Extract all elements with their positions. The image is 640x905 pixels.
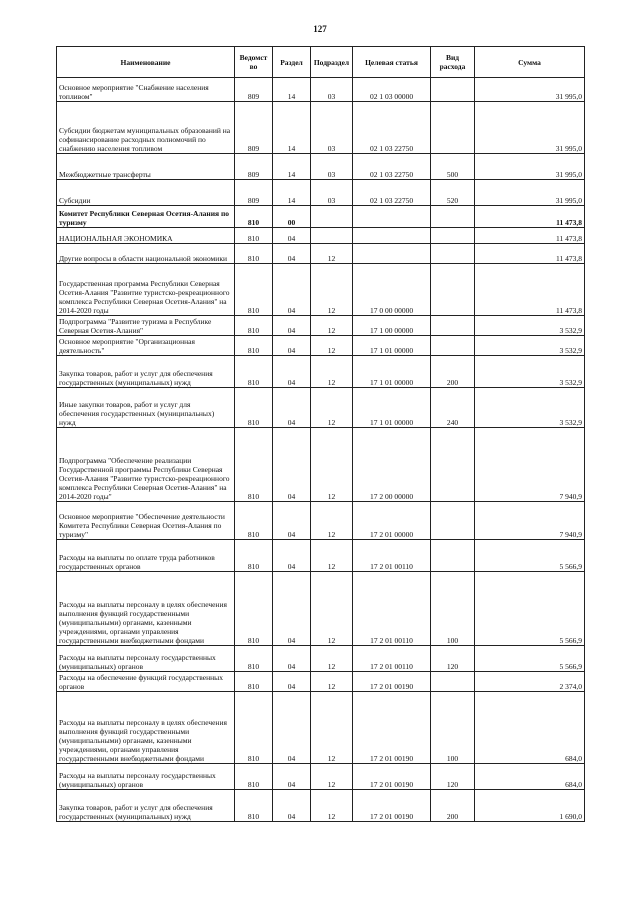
cell-razdel: 14 xyxy=(273,154,311,180)
cell-vid: 120 xyxy=(431,646,475,672)
cell-target: 17 2 00 00000 xyxy=(353,428,431,502)
cell-podrazdel: 03 xyxy=(311,102,353,154)
cell-razdel: 04 xyxy=(273,502,311,540)
cell-sum: 11 473,8 xyxy=(475,264,585,316)
cell-name: Подпрограмма "Развитие туризма в Республике Северная Осетия-Алания" xyxy=(57,316,235,336)
cell-podrazdel: 12 xyxy=(311,646,353,672)
table-row xyxy=(57,244,585,264)
table-row xyxy=(57,672,585,692)
cell-name: Другие вопросы в области национальной экономики xyxy=(57,244,235,264)
table-row xyxy=(57,78,585,102)
cell-sum: 11 473,8 xyxy=(475,228,585,244)
cell-vedomstvo: 809 xyxy=(235,180,273,206)
cell-name: Межбюджетные трансферты xyxy=(57,154,235,180)
cell-name: Подпрограмма "Обеспечение реализации Государственной программы Республики Северная Осетия-Алания "Развитие туристско-рекреационного комплекса Республики Северная Осетия-Алания" на 2014-2020 годы" xyxy=(57,428,235,502)
cell-podrazdel: 12 xyxy=(311,428,353,502)
cell-name: Государственная программа Республики Северная Осетия-Алания "Развитие туристско-рекреационного комплекса Республики Северная Осетия-Алания" на 2014-2020 годы xyxy=(57,264,235,316)
cell-razdel: 04 xyxy=(273,790,311,822)
cell-vid xyxy=(431,502,475,540)
cell-sum: 3 532,9 xyxy=(475,316,585,336)
cell-target: 17 1 00 00000 xyxy=(353,316,431,336)
cell-vid: 200 xyxy=(431,356,475,388)
cell-target xyxy=(353,244,431,264)
cell-razdel: 04 xyxy=(273,428,311,502)
cell-target: 17 2 01 00190 xyxy=(353,672,431,692)
header-podrazdel: Подраздел xyxy=(311,47,353,78)
cell-target xyxy=(353,206,431,228)
cell-vid: 240 xyxy=(431,388,475,428)
cell-razdel: 04 xyxy=(273,388,311,428)
cell-podrazdel xyxy=(311,206,353,228)
cell-target: 02 1 03 22750 xyxy=(353,180,431,206)
cell-sum: 5 566,9 xyxy=(475,572,585,646)
cell-sum: 7 940,9 xyxy=(475,428,585,502)
cell-razdel: 00 xyxy=(273,206,311,228)
cell-name: Закупка товаров, работ и услуг для обеспечения государственных (муниципальных) нужд xyxy=(57,356,235,388)
cell-vid: 120 xyxy=(431,764,475,790)
cell-vedomstvo: 810 xyxy=(235,692,273,764)
cell-target: 02 1 03 00000 xyxy=(353,78,431,102)
cell-sum: 31 995,0 xyxy=(475,154,585,180)
table-row xyxy=(57,572,585,646)
cell-target: 17 1 01 00000 xyxy=(353,336,431,356)
cell-sum: 31 995,0 xyxy=(475,180,585,206)
header-vid: Вид расхода xyxy=(431,47,475,78)
cell-vedomstvo: 810 xyxy=(235,206,273,228)
cell-razdel: 04 xyxy=(273,316,311,336)
cell-name: Расходы на выплаты персоналу государственных (муниципальных) органов xyxy=(57,646,235,672)
cell-podrazdel: 12 xyxy=(311,356,353,388)
cell-vid: 520 xyxy=(431,180,475,206)
cell-vedomstvo: 810 xyxy=(235,316,273,336)
cell-vid: 100 xyxy=(431,692,475,764)
cell-name: Расходы на выплаты персоналу в целях обеспечения выполнения функций государственными (муниципальными) органами, казенными учреждениями, органами управления государственными внебюджетными фондами xyxy=(57,572,235,646)
cell-name: Расходы на выплаты персоналу в целях обеспечения выполнения функций государственными (муниципальными) органами, казенными учреждениями, органами управления государственными внебюджетными фондами xyxy=(57,692,235,764)
table-row xyxy=(57,428,585,502)
cell-sum: 31 995,0 xyxy=(475,78,585,102)
cell-vedomstvo: 810 xyxy=(235,540,273,572)
cell-vid xyxy=(431,244,475,264)
cell-name: Субсидии бюджетам муниципальных образований на софинансирование расходных полномочий по снабжению населения топливом xyxy=(57,102,235,154)
cell-name: Закупка товаров, работ и услуг для обеспечения государственных (муниципальных) нужд xyxy=(57,790,235,822)
cell-podrazdel: 12 xyxy=(311,764,353,790)
cell-vid: 200 xyxy=(431,790,475,822)
cell-vedomstvo: 810 xyxy=(235,264,273,316)
cell-vedomstvo: 810 xyxy=(235,356,273,388)
cell-razdel: 04 xyxy=(273,540,311,572)
cell-podrazdel: 12 xyxy=(311,264,353,316)
cell-sum: 11 473,8 xyxy=(475,206,585,228)
cell-name: Расходы на выплаты по оплате труда работников государственных органов xyxy=(57,540,235,572)
table-row xyxy=(57,336,585,356)
cell-podrazdel: 12 xyxy=(311,316,353,336)
table-row xyxy=(57,154,585,180)
header-sum: Сумма xyxy=(475,47,585,78)
cell-vedomstvo: 810 xyxy=(235,502,273,540)
cell-vid xyxy=(431,78,475,102)
budget-table xyxy=(56,46,585,822)
cell-sum: 3 532,9 xyxy=(475,388,585,428)
cell-vid xyxy=(431,264,475,316)
cell-sum: 31 995,0 xyxy=(475,102,585,154)
cell-razdel: 04 xyxy=(273,244,311,264)
cell-sum: 5 566,9 xyxy=(475,646,585,672)
table-row xyxy=(57,356,585,388)
cell-sum: 1 690,0 xyxy=(475,790,585,822)
cell-razdel: 04 xyxy=(273,228,311,244)
cell-name: Основное мероприятие "Организационная деятельность" xyxy=(57,336,235,356)
cell-vedomstvo: 810 xyxy=(235,672,273,692)
table-row xyxy=(57,264,585,316)
table-row xyxy=(57,180,585,206)
cell-vedomstvo: 810 xyxy=(235,228,273,244)
cell-razdel: 04 xyxy=(273,764,311,790)
cell-podrazdel xyxy=(311,228,353,244)
cell-target: 17 1 01 00000 xyxy=(353,388,431,428)
cell-target: 17 0 00 00000 xyxy=(353,264,431,316)
cell-target: 17 2 01 00110 xyxy=(353,572,431,646)
table-row xyxy=(57,502,585,540)
cell-razdel: 04 xyxy=(273,646,311,672)
table-row xyxy=(57,764,585,790)
cell-name: Расходы на обеспечение функций государственных органов xyxy=(57,672,235,692)
cell-sum: 5 566,9 xyxy=(475,540,585,572)
header-name: Наименование xyxy=(57,47,235,78)
table-row xyxy=(57,388,585,428)
cell-name: Комитет Республики Северная Осетия-Алания по туризму xyxy=(57,206,235,228)
cell-sum: 684,0 xyxy=(475,692,585,764)
cell-podrazdel: 03 xyxy=(311,180,353,206)
cell-name: Основное мероприятие "Снабжение населения топливом" xyxy=(57,78,235,102)
cell-vid xyxy=(431,206,475,228)
cell-vedomstvo: 810 xyxy=(235,336,273,356)
table-row xyxy=(57,102,585,154)
header-vedomstvo: Ведомст во xyxy=(235,47,273,78)
cell-razdel: 04 xyxy=(273,672,311,692)
cell-vedomstvo: 810 xyxy=(235,646,273,672)
cell-razdel: 04 xyxy=(273,692,311,764)
cell-razdel: 14 xyxy=(273,180,311,206)
cell-vedomstvo: 810 xyxy=(235,428,273,502)
cell-vid: 500 xyxy=(431,154,475,180)
cell-podrazdel: 12 xyxy=(311,790,353,822)
table-row xyxy=(57,316,585,336)
cell-target: 17 2 01 00190 xyxy=(353,790,431,822)
cell-vid xyxy=(431,316,475,336)
table-row xyxy=(57,646,585,672)
table-row xyxy=(57,228,585,244)
cell-sum: 11 473,8 xyxy=(475,244,585,264)
cell-vid: 100 xyxy=(431,572,475,646)
cell-razdel: 04 xyxy=(273,356,311,388)
cell-razdel: 04 xyxy=(273,264,311,316)
cell-podrazdel: 12 xyxy=(311,502,353,540)
cell-vedomstvo: 810 xyxy=(235,764,273,790)
cell-target xyxy=(353,228,431,244)
cell-podrazdel: 03 xyxy=(311,78,353,102)
page-number: 127 xyxy=(313,24,327,34)
table-row xyxy=(57,790,585,822)
cell-name: Расходы на выплаты персоналу государственных (муниципальных) органов xyxy=(57,764,235,790)
cell-vid xyxy=(431,336,475,356)
cell-sum: 3 532,9 xyxy=(475,336,585,356)
table-row xyxy=(57,692,585,764)
cell-vid xyxy=(431,672,475,692)
cell-vedomstvo: 809 xyxy=(235,78,273,102)
cell-vid xyxy=(431,102,475,154)
cell-razdel: 14 xyxy=(273,102,311,154)
cell-vid xyxy=(431,428,475,502)
cell-vedomstvo: 810 xyxy=(235,790,273,822)
table-row xyxy=(57,206,585,228)
cell-razdel: 04 xyxy=(273,336,311,356)
cell-target: 17 2 01 00000 xyxy=(353,502,431,540)
cell-target: 17 2 01 00190 xyxy=(353,692,431,764)
header-target: Целевая статья xyxy=(353,47,431,78)
cell-name: Субсидии xyxy=(57,180,235,206)
cell-vedomstvo: 810 xyxy=(235,244,273,264)
cell-sum: 7 940,9 xyxy=(475,502,585,540)
cell-sum: 3 532,9 xyxy=(475,356,585,388)
cell-target: 17 2 01 00110 xyxy=(353,540,431,572)
cell-vedomstvo: 809 xyxy=(235,154,273,180)
cell-target: 02 1 03 22750 xyxy=(353,154,431,180)
cell-podrazdel: 12 xyxy=(311,572,353,646)
cell-podrazdel: 12 xyxy=(311,692,353,764)
cell-podrazdel: 12 xyxy=(311,540,353,572)
table-row xyxy=(57,540,585,572)
cell-sum: 2 374,0 xyxy=(475,672,585,692)
cell-podrazdel: 12 xyxy=(311,672,353,692)
cell-name: Иные закупки товаров, работ и услуг для обеспечения государственных (муниципальных) нужд xyxy=(57,388,235,428)
cell-razdel: 04 xyxy=(273,572,311,646)
cell-target: 17 1 01 00000 xyxy=(353,356,431,388)
cell-razdel: 14 xyxy=(273,78,311,102)
table-header-row xyxy=(57,47,585,78)
cell-podrazdel: 12 xyxy=(311,388,353,428)
cell-podrazdel: 12 xyxy=(311,244,353,264)
cell-target: 17 2 01 00110 xyxy=(353,646,431,672)
cell-vedomstvo: 810 xyxy=(235,572,273,646)
cell-sum: 684,0 xyxy=(475,764,585,790)
cell-name: Основное мероприятие "Обеспечение деятельности Комитета Республики Северная Осетия-Алания по туризму" xyxy=(57,502,235,540)
cell-target: 02 1 03 22750 xyxy=(353,102,431,154)
cell-vid xyxy=(431,540,475,572)
cell-podrazdel: 03 xyxy=(311,154,353,180)
cell-vid xyxy=(431,228,475,244)
cell-vedomstvo: 809 xyxy=(235,102,273,154)
cell-name: НАЦИОНАЛЬНАЯ ЭКОНОМИКА xyxy=(57,228,235,244)
cell-target: 17 2 01 00190 xyxy=(353,764,431,790)
cell-podrazdel: 12 xyxy=(311,336,353,356)
cell-vedomstvo: 810 xyxy=(235,388,273,428)
header-razdel: Раздел xyxy=(273,47,311,78)
